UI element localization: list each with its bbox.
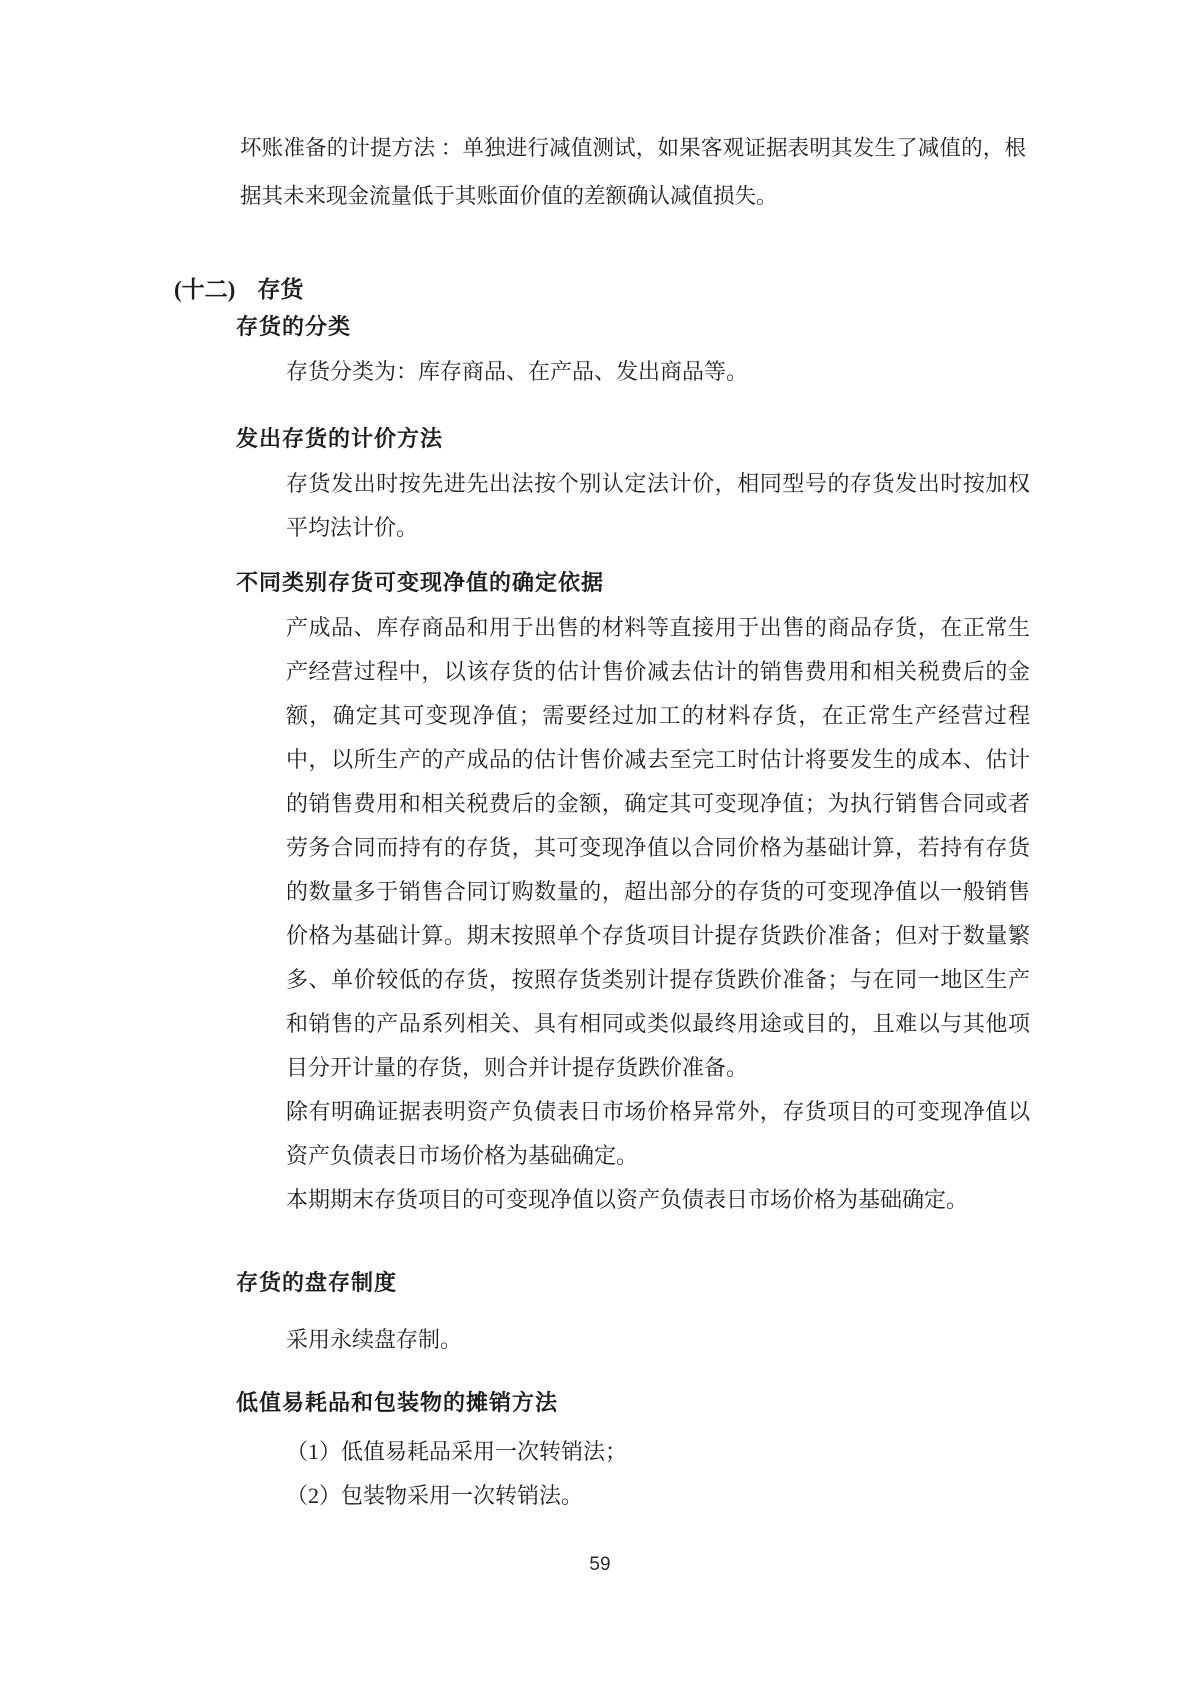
heading-inventory-classification: 存货的分类	[236, 314, 352, 339]
paragraph-inventory-classification: 存货分类为：库存商品、在产品、发出商品等。	[286, 359, 749, 384]
heading-inventory-count-system: 存货的盘存制度	[236, 1270, 398, 1295]
paragraph-nrv-main: 产成品、库存商品和用于出售的材料等直接用于出售的商品存货，在正常生产经营过程中，以该存货的估计售价减去估计的销售费用和相关税费后的金额，确定其可变现净值；需要经过加工的材料存货，在正常生产经营过程中，以所生产的产成品的估计售价减去至完工时估计将要发生的成本、估计的销售费用和相关税费后的金额，确定其可变现净值；为执行销售合同或者劳务合同而持有的存货，其可变现净值以合同价格为基础计算，若持有存货的数量多于销售合同订购数量的，超出部分的存货的可变现净值以一般销售价格为基础计算。期末按照单个存货项目计提存货跌价准备；但对于数量繁多、单价较低的存货，按照存货类别计提存货跌价准备；与在同一地区生产和销售的产品系列相关、具有相同或类似最终用途或目的，且难以与其他项目分开计量的存货，则合并计提存货跌价准备。	[286, 615, 1030, 1080]
section-number: (十二)	[174, 277, 236, 302]
heading-issued-inventory-valuation: 发出存货的计价方法	[236, 426, 444, 451]
paragraph-group-amortization-methods	[286, 1430, 1030, 1518]
paragraph-nrv-current-period: 本期期末存货项目的可变现净值以资产负债表日市场价格为基础确定。	[286, 1187, 969, 1212]
section-title	[174, 274, 303, 306]
paragraph-bad-debt-provision: 坏账准备的计提方法 ：单独进行减值测试，如果客观证据表明其发生了减值的，根据其未来现金流量低于其账面价值的差额确认减值损失。	[240, 136, 1026, 208]
list-item-low-value-consumables: （1）低值易耗品采用一次转销法；	[286, 1439, 628, 1464]
section-title-text: 存货	[257, 277, 304, 302]
paragraph-nrv-market-price-exception: 除有明确证据表明资产负债表日市场价格异常外，存货项目的可变现净值以资产负债表日市场价格为基础确定。	[286, 1099, 1030, 1168]
list-item-packaging-materials: （2）包装物采用一次转销法。	[286, 1483, 584, 1508]
heading-net-realizable-value-basis: 不同类别存货可变现净值的确定依据	[236, 570, 605, 595]
page-number: 59	[589, 1554, 611, 1575]
paragraph-issued-inventory-valuation: 存货发出时按先进先出法按个别认定法计价，相同型号的存货发出时按加权平均法计价。	[286, 471, 1030, 540]
heading-low-value-consumables-amortization: 低值易耗品和包装物的摊销方法	[236, 1390, 559, 1415]
paragraph-group-net-realizable-value	[286, 606, 1030, 1222]
paragraph-inventory-count-system: 采用永续盘存制。	[286, 1327, 463, 1352]
